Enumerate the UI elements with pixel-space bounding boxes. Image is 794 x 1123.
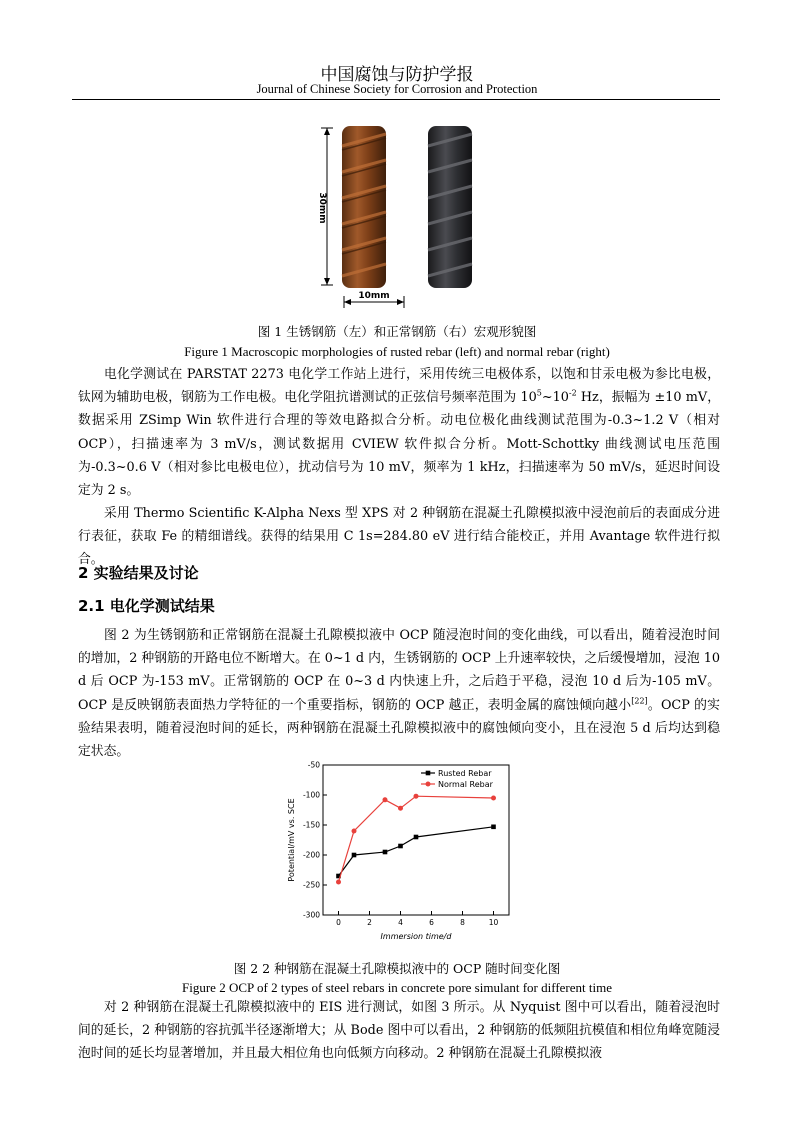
ocp-chart xyxy=(280,755,520,950)
paragraph-text: 。OCP 的实验结果表明，随着浸泡时间的延长，两种钢筋在混凝土孔隙模拟液中的腐蚀倾向变小，且在浸泡 5 d 后均达到稳定状态。 xyxy=(78,697,720,760)
superscript: 5 xyxy=(536,388,542,398)
x-tick-label: 10 xyxy=(488,918,499,927)
citation: [22] xyxy=(631,696,648,706)
rebar-photo xyxy=(312,120,482,310)
series-line-rusted xyxy=(339,827,494,876)
data-point xyxy=(336,880,341,885)
figure1-caption-en: Figure 1 Macroscopic morphologies of rusted rebar (left) and normal rebar (right) xyxy=(184,344,610,359)
data-point xyxy=(491,796,496,801)
x-axis-label: Immersion time/d xyxy=(380,932,452,941)
figure1-caption-cn: 图 1 生锈钢筋（左）和正常钢筋（右）宏观形貌图 xyxy=(257,324,537,339)
paragraph-ocp xyxy=(78,624,720,763)
x-tick-label: 4 xyxy=(398,918,403,927)
y-axis-label: Potential/mV vs. SCE xyxy=(287,798,296,882)
data-point xyxy=(383,797,388,802)
data-point xyxy=(414,835,419,840)
paragraph-methods xyxy=(78,363,720,502)
section-heading-2-1: 2.1 电化学测试结果 xyxy=(78,597,215,615)
label-30mm: 30mm xyxy=(317,192,327,224)
data-point xyxy=(398,806,403,811)
data-point xyxy=(398,844,403,849)
section-heading-2: 2 实验结果及讨论 xyxy=(78,564,199,582)
journal-title-cn: 中国腐蚀与防护学报 xyxy=(320,65,474,85)
legend-marker xyxy=(426,771,431,776)
y-tick-label: -250 xyxy=(302,880,320,890)
y-tick-label: -150 xyxy=(302,820,320,830)
y-tick-label: -200 xyxy=(302,850,320,860)
x-tick-label: 0 xyxy=(336,918,341,927)
paragraph-text: 电化学测试在 PARSTAT 2273 电化学工作站上进行，采用传统三电极体系，以饱和甘汞电极为参比电极，钛网为辅助电极，钢筋为工作电极。电化学阻抗谱测试的正弦信号频率范围为 10 xyxy=(78,367,720,406)
paragraph-text: ~10 xyxy=(541,390,569,406)
x-tick-label: 2 xyxy=(367,918,372,927)
data-point xyxy=(383,850,388,855)
data-point xyxy=(414,794,419,799)
header-rule xyxy=(72,99,720,100)
legend-label: Rusted Rebar xyxy=(438,769,492,778)
y-tick-label: -300 xyxy=(302,910,320,920)
y-tick-label: -50 xyxy=(307,760,320,770)
paragraph-text: Hz，振幅为 ±10 mV，数据采用 ZSimp Win 软件进行合理的等效电路拟合分析。动电位极化曲线测试范围为-0.3~1.2 V（相对 OCP），扫描速率为 3 mV/s，测试数据用 CVIEW 软件拟合分析。Mott-Schottky 曲线测试电压范围为-0.3~0.6 V（相对参比电极电位），扰动信号为 10 mV，频率为 1 kHz，扫描速率为 50 mV/s，延迟时间设定为 2 s。 xyxy=(78,390,720,499)
legend-marker xyxy=(426,782,431,787)
paragraph-xps: 采用 Thermo Scientific K-Alpha Nexs 型 XPS 对 2 种钢筋在混凝土孔隙模拟液中浸泡前后的表面成分进行表征，获取 Fe 的精细谱线。获得的结果用 C 1s=284.80 eV 进行结合能校正，并用 Avantage 软件进行拟合。 xyxy=(78,506,720,568)
data-point xyxy=(352,829,357,834)
figure2-caption-cn: 图 2 2 种钢筋在混凝土孔隙模拟液中的 OCP 随时间变化图 xyxy=(233,961,561,976)
y-tick-label: -100 xyxy=(302,790,320,800)
paragraph-eis: 对 2 种钢筋在混凝土孔隙模拟液中的 EIS 进行测试，如图 3 所示。从 Nyquist 图中可以看出，随着浸泡时间的延长，2 种钢筋的容抗弧半径逐渐增大；从 Bode 图中可以看出，2 种钢筋的低频阻抗模值和相位角峰宽随浸泡时间的延长均显著增加，并且最大相位角也向低频方向移动。2 种钢筋在混凝土孔隙模拟液 xyxy=(78,1000,720,1062)
normal-rebar xyxy=(428,126,472,288)
data-point xyxy=(491,825,496,830)
data-point xyxy=(352,853,357,858)
x-tick-label: 8 xyxy=(460,918,465,927)
x-tick-label: 6 xyxy=(429,918,434,927)
rusted-rebar xyxy=(342,126,386,288)
label-10mm: 10mm xyxy=(358,291,390,301)
figure2-caption-en: Figure 2 OCP of 2 types of steel rebars in concrete pore simulant for different time xyxy=(182,980,612,995)
journal-title-en: Journal of Chinese Society for Corrosion and Protection xyxy=(256,82,538,96)
superscript: -2 xyxy=(568,388,577,398)
legend-label: Normal Rebar xyxy=(438,780,493,789)
paragraph-text: 图 2 为生锈钢筋和正常钢筋在混凝土孔隙模拟液中 OCP 随浸泡时间的变化曲线，可以看出，随着浸泡时间的增加，2 种钢筋的开路电位不断增大。在 0~1 d 内，生锈钢筋的 OCP 上升速率较快，之后缓慢增加，浸泡 10 d 后 OCP 为-153 mV。正常钢筋的 OCP 在 0~3 d 内快速上升，之后趋于平稳，浸泡 10 d 后为-105 mV。OCP 是反映钢筋表面热力学特征的一个重要指标，钢筋的 OCP 越正，表明金属的腐蚀倾向越小 xyxy=(78,628,720,713)
